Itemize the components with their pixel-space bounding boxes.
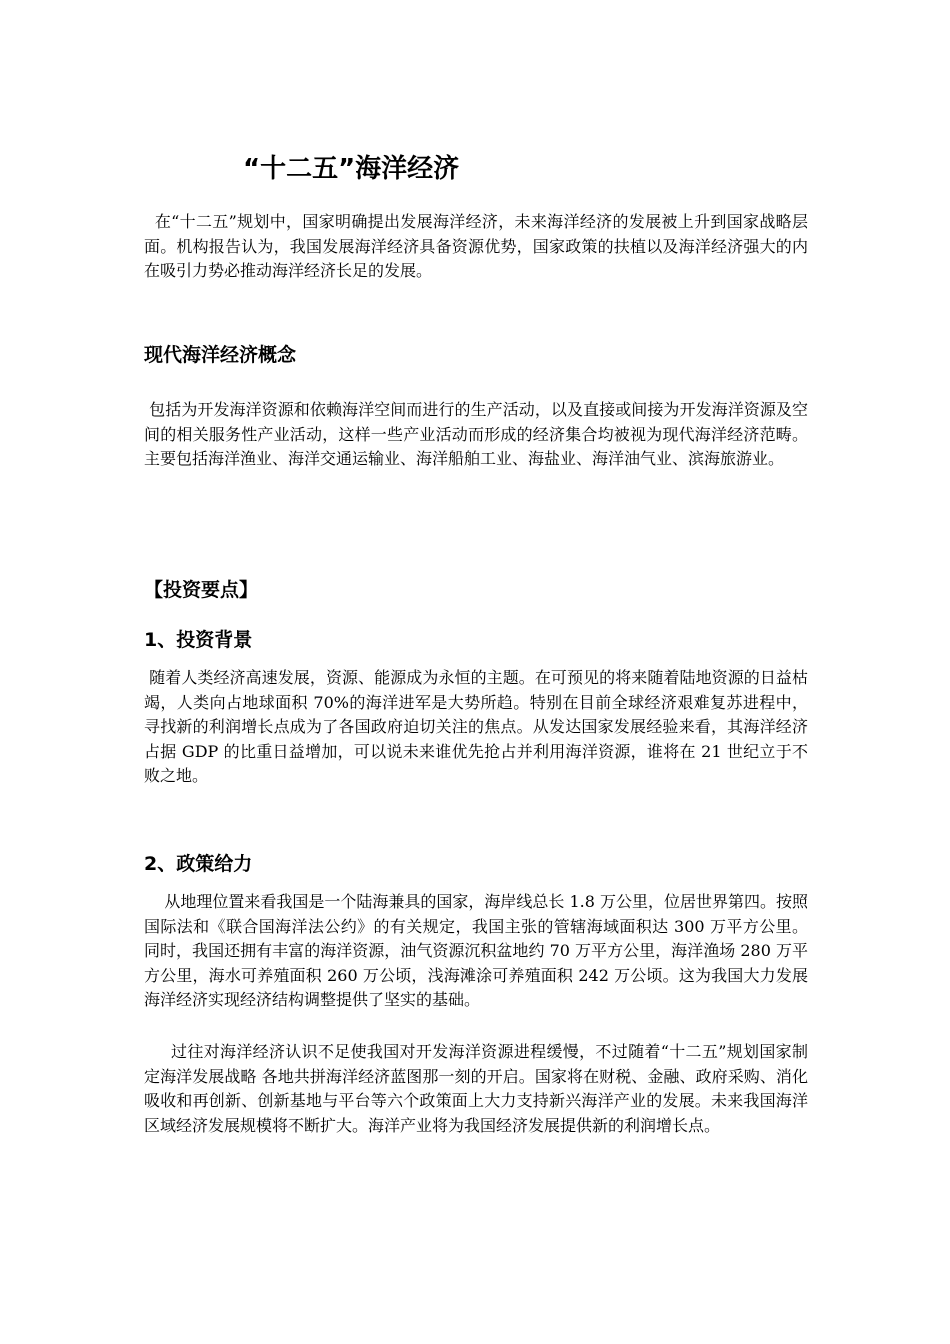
background-heading: 1、投资背景: [144, 629, 253, 651]
policy-paragraph-1: 从地理位置来看我国是一个陆海兼具的国家，海岸线总长 1.8 万公里，位居世界第四。按照国际法和《联合国海洋法公约》的有关规定，我国主张的管辖海域面积达 300 万平方公里。同时，我国还拥有丰富的海洋资源，油气资源沉积盆地约 70 万平方公里，海洋渔场 280 万平方公里，海水可养殖面积 260 万公顷，浅海滩涂可养殖面积 242 万公顷。这为我国大力发展海洋经济实现经济结构调整提供了坚实的基础。: [144, 892, 809, 1009]
concept-heading: 现代海洋经济概念: [144, 344, 297, 366]
document-title: “十二五”海洋经济: [243, 154, 460, 184]
concept-paragraph: 包括为开发海洋资源和依赖海洋空间而进行的生产活动，以及直接或间接为开发海洋资源及空间的相关服务性产业活动，这样一些产业活动而形成的经济集合均被视为现代海洋经济范畴。主要包括海洋渔业、海洋交通运输业、海洋船舶工业、海盐业、海洋油气业、滨海旅游业。: [144, 400, 808, 468]
background-paragraph: 随着人类经济高速发展，资源、能源成为永恒的主题。在可预见的将来随着陆地资源的日益枯竭，人类向占地球面积 70%的海洋进军是大势所趋。特别在目前全球经济艰难复苏进程中，寻找新的利润增长点成为了各国政府迫切关注的焦点。从发达国家发展经验来看，其海洋经济占据 GDP 的比重日益增加，可以说未来谁优先抢占并利用海洋资源，谁将在 21 世纪立于不败之地。: [144, 668, 808, 785]
investment-heading: 【投资要点】: [144, 579, 259, 601]
intro-paragraph: 在“十二五”规划中，国家明确提出发展海洋经济，未来海洋经济的发展被上升到国家战略层面。机构报告认为，我国发展海洋经济具备资源优势，国家政策的扶植以及海洋经济强大的内在吸引力势必推动海洋经济长足的发展。: [144, 212, 808, 280]
policy-heading: 2、政策给力: [144, 853, 253, 875]
policy-paragraph-2: 过往对海洋经济认识不足使我国对开发海洋资源进程缓慢，不过随着“十二五”规划国家制定海洋发展战略 各地共拼海洋经济蓝图那一刻的开启。国家将在财税、金融、政府采购、消化吸收和再创新、创新基地与平台等六个政策面上大力支持新兴海洋产业的发展。未来我国海洋区域经济发展规模将不断扩大。海洋产业将为我国经济发展提供新的利润增长点。: [144, 1042, 808, 1135]
